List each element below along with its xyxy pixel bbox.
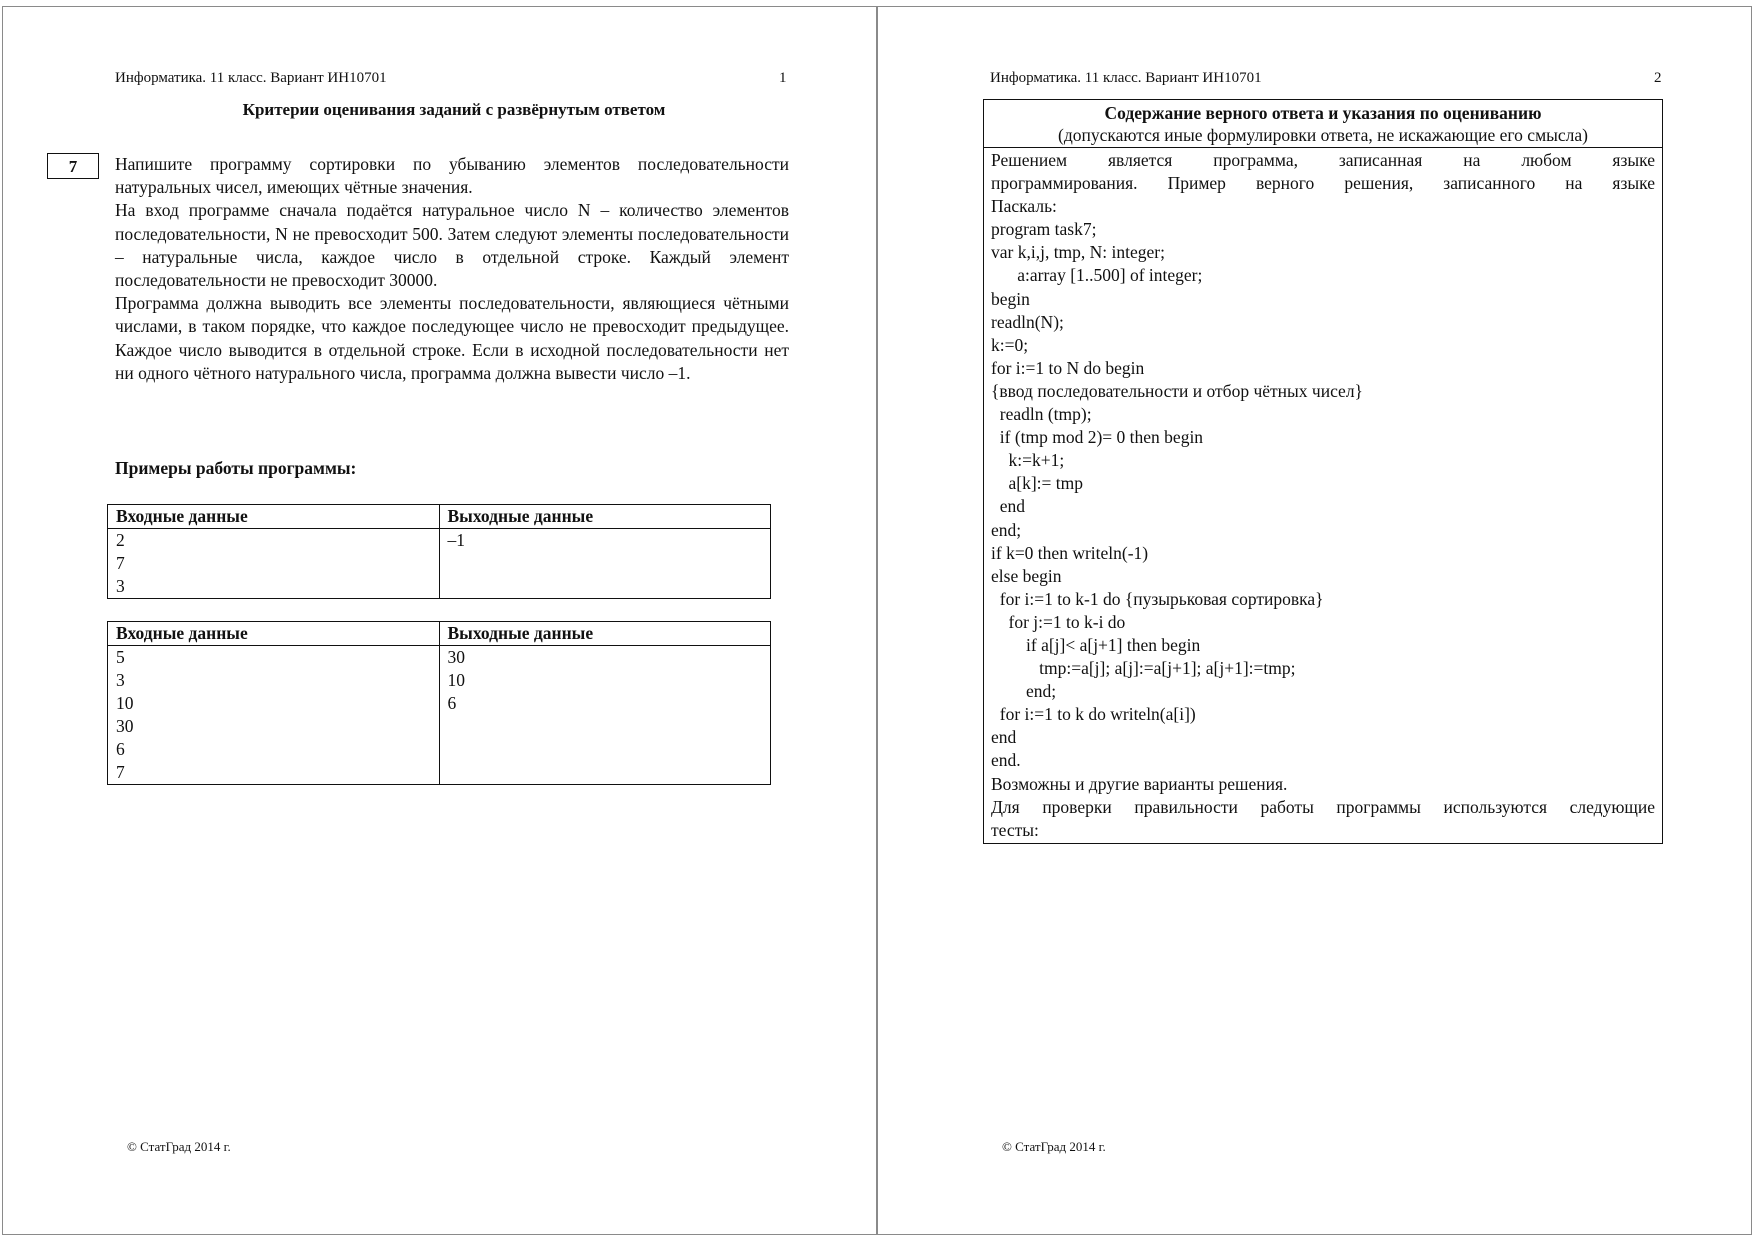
intro-line: Решением является программа, записанная на любом языке	[991, 150, 1655, 170]
code-line: program task7;	[991, 219, 1097, 240]
code-line: for i:=1 to N do begin	[991, 357, 1145, 378]
task-paragraph: На вход программе сначала подаётся натуральное число N – количество элементов последовательности, N не превосходит 500. Затем следуют элементы последовательности – натуральные числа, каждое число в отдельной строке. Каждый элемент последовательности не превосходит 30000.	[115, 200, 789, 291]
input-value: 30	[116, 716, 134, 736]
task-statement	[115, 153, 789, 385]
output-cell	[439, 529, 771, 599]
code-line: a:array [1..500] of integer;	[991, 265, 1203, 286]
answer-box-title: Содержание верного ответа и указания по оцениванию	[1104, 103, 1542, 123]
code-line: end	[991, 727, 1017, 748]
output-value: 6	[447, 693, 457, 713]
copyright-footer: © СтатГрад 2014 г.	[1002, 1139, 1106, 1154]
example-table-1	[107, 504, 771, 599]
task-paragraph: Напишите программу сортировки по убыванию элементов последовательности натуральных чисел, имеющих чётные значения.	[115, 154, 789, 198]
code-line: for i:=1 to k do writeln(a[i])	[991, 704, 1196, 725]
code-line: k:=0;	[991, 334, 1029, 355]
code-listing	[991, 218, 1655, 772]
intro-line: Паскаль:	[991, 196, 1057, 217]
code-line: if a[j]< a[j+1] then begin	[991, 634, 1201, 655]
answer-box-header	[984, 100, 1662, 148]
code-line: if k=0 then writeln(-1)	[991, 542, 1149, 563]
code-line: readln(N);	[991, 311, 1064, 332]
code-line: end	[991, 496, 1026, 517]
column-header-output: Выходные данные	[439, 622, 771, 646]
answer-box-subtitle: (допускаются иные формулировки ответа, не искажающие его смысла)	[1058, 125, 1588, 145]
example-table-2	[107, 621, 771, 785]
code-line: readln (tmp);	[991, 404, 1092, 425]
code-line: a[k]:= tmp	[991, 473, 1084, 494]
input-value: 6	[116, 739, 125, 759]
column-header-input: Входные данные	[108, 622, 440, 646]
code-line: {ввод последовательности и отбор чётных чисел}	[991, 380, 1363, 401]
column-header-input: Входные данные	[108, 505, 440, 529]
page-number: 2	[1654, 70, 1662, 86]
code-line: end;	[991, 519, 1022, 540]
input-value: 7	[116, 762, 125, 782]
code-line: k:=k+1;	[991, 450, 1065, 471]
code-line: end.	[991, 750, 1021, 771]
copyright-footer: © СтатГрад 2014 г.	[127, 1139, 231, 1154]
running-header: Информатика. 11 класс. Вариант ИН10701	[115, 70, 387, 86]
output-value: –1	[447, 530, 465, 550]
page-title: Критерии оценивания заданий с развёрнутым ответом	[242, 100, 666, 119]
input-value: 3	[116, 576, 125, 596]
input-cell	[108, 529, 440, 599]
code-line: if (tmp mod 2)= 0 then begin	[991, 427, 1204, 448]
page-1	[2, 6, 877, 1235]
code-line: tmp:=a[j]; a[j]:=a[j+1]; a[j+1]:=tmp;	[991, 658, 1296, 679]
input-value: 7	[116, 553, 125, 573]
output-value: 10	[447, 670, 465, 690]
page-2	[877, 6, 1752, 1235]
outro-line: Возможны и другие варианты решения.	[991, 773, 1288, 794]
input-value: 10	[116, 693, 134, 713]
code-line: begin	[991, 288, 1030, 309]
task-number-box: 7	[47, 153, 99, 179]
examples-heading: Примеры работы программы:	[115, 458, 357, 478]
output-cell	[439, 646, 771, 785]
code-line: for i:=1 to k-1 do {пузырьковая сортировка}	[991, 588, 1324, 609]
column-header-output: Выходные данные	[439, 505, 771, 529]
output-value: 30	[447, 647, 465, 667]
outro-line: Для проверки правильности работы программы используются следующие	[991, 796, 1655, 817]
code-line: end;	[991, 681, 1057, 702]
code-line: for j:=1 to k-i do	[991, 611, 1126, 632]
running-header: Информатика. 11 класс. Вариант ИН10701	[990, 70, 1262, 86]
answer-box-body	[984, 148, 1662, 843]
input-cell	[108, 646, 440, 785]
code-line: var k,i,j, tmp, N: integer;	[991, 242, 1165, 263]
code-line: else begin	[991, 565, 1062, 586]
intro-line: программирования. Пример верного решения, записанного на языке	[991, 173, 1655, 194]
input-value: 3	[116, 670, 125, 690]
task-paragraph: Программа должна выводить все элементы последовательности, являющиеся чётными числами, в таком порядке, что каждое последующее число не превосходит предыдущее. Каждое число выводится в отдельной строке. Если в исходной последовательности нет ни одного чётного натурального числа, программа должна вывести число –1.	[115, 293, 789, 383]
input-value: 2	[116, 530, 125, 550]
answer-box	[983, 99, 1663, 844]
page-number: 1	[779, 70, 787, 86]
outro-line: тесты:	[991, 819, 1039, 840]
input-value: 5	[116, 647, 125, 667]
